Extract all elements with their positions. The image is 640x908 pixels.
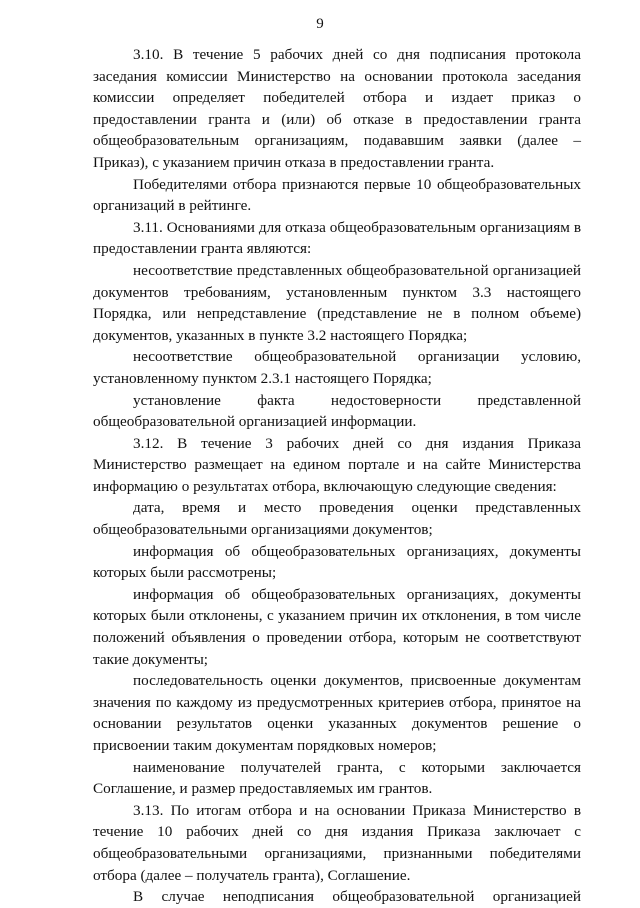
paragraph: 3.10. В течение 5 рабочих дней со дня подписания протокола заседания комиссии Министерство на основании протокола заседания комиссии определяет победителей отбора и издает приказ о предоставлении гранта и (или) об отказе в предоставлении гранта общеобразовательным организациям, подававшим заявки (далее – Приказ), с указанием причин отказа в предоставлении гранта. (93, 46, 581, 171)
paragraph: 3.12. В течение 3 рабочих дней со дня издания Приказа Министерство размещает на едином портале и на сайте Министерства информацию о результатах отбора, включающую следующие сведения: (93, 434, 581, 495)
paragraph: информация об общеобразовательных организациях, документы которых были рассмотрены; (93, 542, 581, 582)
paragraph: 3.13. По итогам отбора и на основании Приказа Министерство в течение 10 рабочих дней со дня издания Приказа заключает с общеобразовательными организациями, признанными победителями отбора (далее – получатель гранта), Соглашение. (93, 801, 581, 884)
document-body (93, 44, 581, 908)
paragraph: несоответствие общеобразовательной организации условию, установленному пунктом 2.3.1 настоящего Порядка; (93, 348, 581, 387)
paragraph: наименование получателей гранта, с которыми заключается Соглашение, и размер предоставляемых им грантов. (93, 758, 581, 798)
paragraph: последовательность оценки документов, присвоенные документам значения по каждому из предусмотренных критериев отбора, принятое на основании результатов оценки указанных документов решение о присвоении таким документам порядковых номеров; (93, 672, 581, 754)
paragraph: 3.11. Основаниями для отказа общеобразовательным организациям в предоставлении гранта являются: (93, 218, 581, 258)
paragraph: дата, время и место проведения оценки представленных общеобразовательными организациями документов; (93, 499, 581, 539)
paragraph: несоответствие представленных общеобразовательной организацией документов требованиям, установленным пунктом 3.3 настоящего Порядка, или непредставление (представление не в полном объеме) документов, указанных в пункте 3.2 настоящего Порядка; (93, 261, 581, 344)
paragraph: В случае неподписания общеобразовательной организацией (133, 888, 581, 906)
paragraph: Победителями отбора признаются первые 10 общеобразовательных организаций в рейтинге. (93, 175, 581, 215)
paragraph: информация об общеобразовательных организациях, документы которых были отклонены, с указанием причин их отклонения, в том числе положений объявления о проведении отбора, которым не соответствуют такие документы; (93, 585, 581, 668)
page-number: 9 (316, 16, 324, 32)
paragraph: установление факта недостоверности представленной общеобразовательной организацией информации. (93, 391, 581, 431)
